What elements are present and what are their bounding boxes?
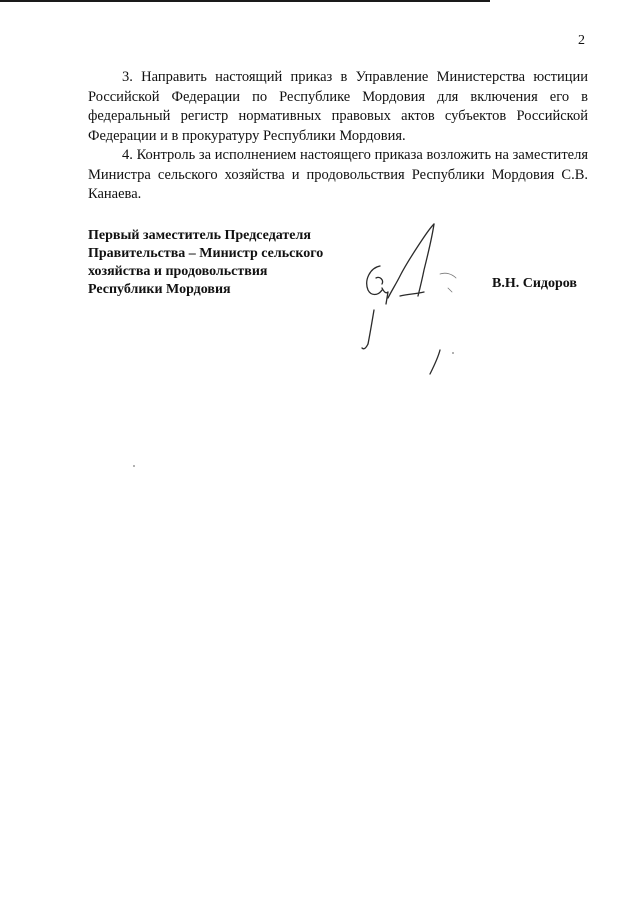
signatory-title-line: хозяйства и продовольствия (88, 264, 268, 279)
page-number: 2 (578, 33, 585, 48)
signer-name: В.Н. Сидоров (492, 276, 577, 291)
signatory-title (88, 227, 358, 299)
scan-border-line (0, 0, 490, 2)
scan-speck (133, 465, 135, 467)
scan-speck (452, 352, 454, 354)
handwritten-signature (340, 218, 470, 378)
signatory-title-line: Первый заместитель Председателя (88, 228, 311, 243)
signatory-title-line: Республики Мордовия (88, 282, 231, 297)
paragraph-item-3: 3. Направить настоящий приказ в Управление Министерства юстиции Российской Федерации по Республике Мордовия для включения его в федеральный регистр нормативных правовых актов субъектов Российской Федерации и в прокуратуру Республики Мордовия. (88, 69, 588, 144)
document-body (88, 68, 588, 205)
signatory-title-line: Правительства – Министр сельского (88, 246, 324, 261)
paragraph-item-4: 4. Контроль за исполнением настоящего приказа возложить на заместителя Министра сельского хозяйства и продовольствия Республики Мордовия С.В. Канаева. (88, 147, 588, 202)
